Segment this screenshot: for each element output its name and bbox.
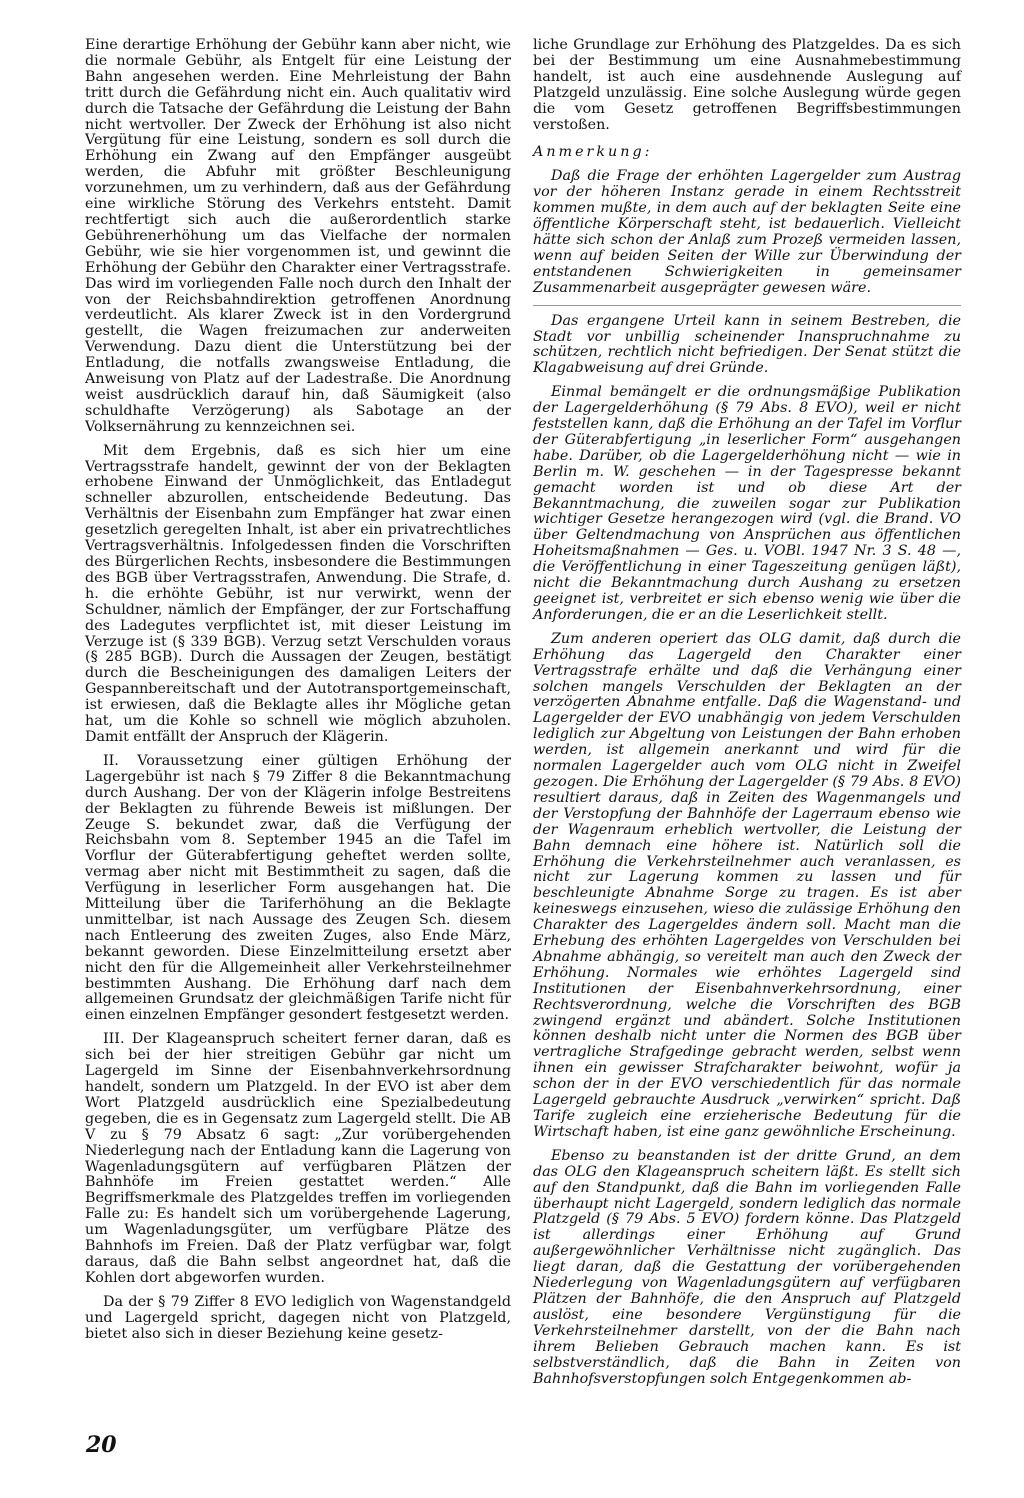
continued-paragraph: liche Grundlage zur Erhöhung des Platzgeldes. Da es sich bei der Bestimmung um eine Ausnahmebestimmung handelt, ist auch eine ausdehnende Auslegung auf Platzgeld unzulässig. Eine solche Auslegung würde gegen die vom Gesetz getroffenen Begriffsbestimmungen verstoßen. <box>533 37 961 133</box>
paragraph: Mit dem Ergebnis, daß es sich hier um eine Vertragsstrafe handelt, gewinnt der von der Beklagten erhobene Einwand der Unmöglichkeit, das Entladegut schneller abzurollen, entscheidende Bedeutung. Das Verhältnis der Eisenbahn zum Empfänger hat zwar einen gesetzlich geregelten Inhalt, ist aber ein privatrechtliches Vertragsverhältnis. Infolgedessen finden die Vorschriften des Bürgerlichen Rechts, insbesondere die Bestimmungen des BGB über Vertragsstrafen, Anwendung. Die Strafe, d. h. die erhöhte Gebühr, ist nur verwirkt, wenn der Schuldner, nämlich der Empfänger, der zur Fortschaffung des Ladegutes verpflichtet ist, mit dieser Leistung im Verzuge ist (§ 339 BGB). Verzug setzt Verschulden voraus (§ 285 BGB). Durch die Aussagen der Zeugen, bestätigt durch die Bescheinigungen des damaligen Leiters der Gespannbereitschaft und der Autotransportgemeinschaft, ist erwiesen, daß die Beklagte alles ihr Mögliche getan hat, um die Kohle so schnell wie möglich abzuholen. Damit entfällt der Anspruch der Klägerin. <box>85 442 511 745</box>
right-column <box>533 38 961 1395</box>
page-number: 20 <box>86 1432 117 1458</box>
annotation-paragraph: Daß die Frage der erhöhten Lagergelder zum Austrag vor der höheren Instanz gerade in einem Rechtsstreit kommen mußte, in dem auch auf der beklagten Seite eine öffentliche Körperschaft steht, ist bedauerlich. Vielleicht hätte sich schon der Anlaß zum Prozeß vermeiden lassen, wenn auf beiden Seiten der Wille zur Überwindung der entstandenen Schwierigkeiten in gemeinsamer Zusammenarbeit ausgeprägter gewesen wäre. <box>533 168 961 296</box>
divider <box>533 305 961 306</box>
annotation-heading: Anmerkung: <box>533 144 653 161</box>
paragraph: Da der § 79 Ziffer 8 EVO lediglich von Wagenstandgeld und Lagergeld spricht, dagegen nicht von Platzgeld, bietet also sich in dieser Beziehung keine gesetz- <box>85 1293 511 1342</box>
annotation-paragraph: Zum anderen operiert das OLG damit, daß durch die Erhöhung das Lagergeld den Charakter einer Vertragsstrafe erhälte und daß die Verhängung einer solchen mangels Verschulden der Beklagten an der verzögerten Abnahme entfalle. Daß die Wagenstand- und Lagergelder der EVO unabhängig von jedem Verschulden lediglich zur Abgeltung von Leistungen der Bahn erhoben werden, ist allgemein anerkannt und wird für die normalen Lagergelder auch vom OLG nicht in Zweifel gezogen. Die Erhöhung der Lagergelder (§ 79 Abs. 8 EVO) resultiert daraus, daß in Zeiten des Wagenmangels und der Verstopfung der Bahnhöfe der Lagerraum ebenso wie der Wagenraum erheblich wertvoller, die Leistung der Bahn demnach eine höhere ist. Natürlich soll die Erhöhung die Verkehrsteilnehmer auch veranlassen, es nicht zur Lagerung kommen zu lassen und für beschleunigte Abnahme Sorge zu tragen. Es ist aber keineswegs einzusehen, wieso die zulässige Erhöhung den Charakter des Lagergeldes ändern soll. Macht man die Erhebung des erhöhten Lagergeldes von Verschulden bei Abnahme abhängig, so vereitelt man auch den Zweck der Erhöhung. Normales wie erhöhtes Lagergeld sind Institutionen der Eisenbahnverkehrsordnung, einer Rechtsverordnung, welche die Vorschriften des BGB zwingend ergänzt und abändert. Solche Institutionen können deshalb nicht unter die Normen des BGB über vertragliche Strafgedinge gebracht werden, selbst wenn ihnen ein gewisser Strafcharakter beiwohnt, wofür ja schon der in der EVO verschiedentlich für das normale Lagergeld gebrauchte Ausdruck „verwirken“ spricht. Daß Tarife zugleich eine erzieherische Bedeutung für die Wirtschaft haben, ist eine ganz gewöhnliche Erscheinung. <box>533 630 961 1140</box>
annotation-paragraph: Einmal bemängelt er die ordnungsmäßige Publikation der Lagergelderhöhung (§ 79 Abs. 8 EVO), weil er nicht feststellen kann, daß die Erhöhung an der Tafel im Vorflur der Güterabfertigung „in leserlicher Form“ ausgehangen habe. Darüber, ob die Lagergelderhöhung nicht — wie in Berlin m. W. geschehen — in der Tagespresse bekannt gemacht worden ist und ob diese Art der Bekanntmachung, die zuweilen sogar zur Publikation wichtiger Gesetze herangezogen wird (vgl. die Brand. VO über Geltendmachung von Ansprüchen aus öffentlichen Hoheitsmaßnahmen — Ges. u. VOBl. 1947 Nr. 3 S. 48 —, die Veröffentlichung in einer Tageszeitung genügen läßt), nicht die Bekanntmachung durch Aushang zu ersetzen geeignet ist, verbreitet er sich ebenso wenig wie über die Anforderungen, die er an die Leserlichkeit stellt. <box>533 384 961 623</box>
left-column <box>85 38 511 1351</box>
annotation-paragraph: Das ergangene Urteil kann in seinem Bestreben, die Stadt vor unbillig scheinender Inanspruchnahme zu schützen, rechtlich nicht befriedigen. Der Senat stützt die Klagabweisung auf drei Gründe. <box>533 312 961 377</box>
paragraph: III. Der Klageanspruch scheitert ferner daran, daß es sich bei der hier streitigen Gebühr gar nicht um Lagergeld im Sinne der Eisenbahnverkehrsordnung handelt, sondern um Platzgeld. In der EVO ist aber dem Wort Platzgeld ausdrücklich eine Spezialbedeutung gegeben, die es in Gegensatz zum Lagergeld stellt. Die AB V zu § 79 Absatz 6 sagt: „Zur vorübergehenden Niederlegung nach der Entladung kann die Lagerung von Wagenladungsgütern auf verfügbaren Plätzen der Bahnhöfe im Freien gestattet werden.“ Alle Begriffsmerkmale des Platzgeldes treffen im vorliegenden Falle zu: Es handelt sich um vorübergehende Lagerung, um Wagenladungsgüter, um verfügbare Plätze des Bahnhofs im Freien. Daß der Platz verfügbar war, folgt daraus, daß die Bahn selbst angeordnet hat, daß die Kohlen dort abgeworfen wurden. <box>85 1031 511 1286</box>
annotation-paragraph: Ebenso zu beanstanden ist der dritte Grund, an dem das OLG den Klageanspruch scheitern läßt. Es stellt sich auf den Standpunkt, daß die Bahn im vorliegenden Falle überhaupt nicht Lagergeld, sondern lediglich das normale Platzgeld (§ 79 Abs. 5 EVO) fordern könne. Das Platzgeld ist allerdings einer Erhöhung auf Grund außergewöhnlicher Verhältnisse nicht zugänglich. Das liegt daran, daß die Gestattung der vorübergehenden Niederlegung von Wagenladungsgütern auf verfügbaren Plätzen der Bahnhöfe, die den Anspruch auf Platzgeld auslöst, eine besondere Vergünstigung für die Verkehrsteilnehmer darstellt, von der die Bahn nach ihrem Belieben Gebrauch machen kann. Es ist selbstverständlich, daß die Bahn in Zeiten von Bahnhofsverstopfungen solch Entgegenkommen ab- <box>533 1147 961 1387</box>
paragraph: II. Voraussetzung einer gültigen Erhöhung der Lagergebühr ist nach § 79 Ziffer 8 die Bekanntmachung durch Aushang. Der von der Klägerin infolge Bestreitens der Beklagten zu führende Beweis ist mißlungen. Der Zeuge S. bekundet zwar, daß die Verfügung der Reichsbahn vom 8. September 1945 an die Tafel im Vorflur der Güterabfertigung geheftet werden sollte, vermag aber nicht mit Bestimmtheit zu sagen, daß die Verfügung in leserlicher Form ausgehangen hat. Die Mitteilung über die Tariferhöhung an die Beklagte unmittelbar, ist nach Aussage des Zeugen Sch. diesem nach Entleerung des zweiten Zuges, also Ende März, bekannt geworden. Diese Einzelmitteilung ersetzt aber nicht den für die Allgemeinheit aller Verkehrsteilnehmer bestimmten Aushang. Die Erhöhung darf nach dem allgemeinen Grundsatz der gleichmäßigen Tarife nicht für einen einzelnen Empfänger gesondert festgesetzt werden. <box>85 752 511 1024</box>
paragraph: Eine derartige Erhöhung der Gebühr kann aber nicht, wie die normale Gebühr, als Entgelt für eine Leistung der Bahn angesehen werden. Eine Mehrleistung der Bahn tritt durch die Gefährdung nicht ein. Auch qualitativ wird durch die Tatsache der Gefährdung die Leistung der Bahn nicht wertvoller. Der Zweck der Erhöhung ist also nicht Vergütung für eine Leistung, sondern es soll durch die Erhöhung ein Zwang auf den Empfänger ausgeübt werden, die Abfuhr mit größter Beschleunigung vorzunehmen, um zu verhindern, daß aus der Gefährdung eine wirkliche Störung des Verkehrs entsteht. Damit rechtfertigt sich auch die außerordentlich starke Gebührenerhöhung um das Vielfache der normalen Gebühr, wie sie hier vorgenommen ist, und gewinnt die Erhöhung der Gebühr den Charakter einer Vertragsstrafe. Das wird im vorliegenden Falle noch durch den Inhalt der von der Reichsbahndirektion getroffenen Anordnung verdeutlicht. Als klarer Zweck ist in den Vordergrund gestellt, die Wagen freizumachen zur anderweiten Verwendung. Dazu dient die Unterstützung bei der Entladung, die notfalls zwangsweise Entladung, die Anweisung von Platz auf der Ladestraße. Die Anordnung weist ausdrücklich darauf hin, daß Säumigkeit (also schuldhafte Verzögerung) als Sabotage an der Volksernährung zu kennzeichnen sei. <box>85 37 511 435</box>
